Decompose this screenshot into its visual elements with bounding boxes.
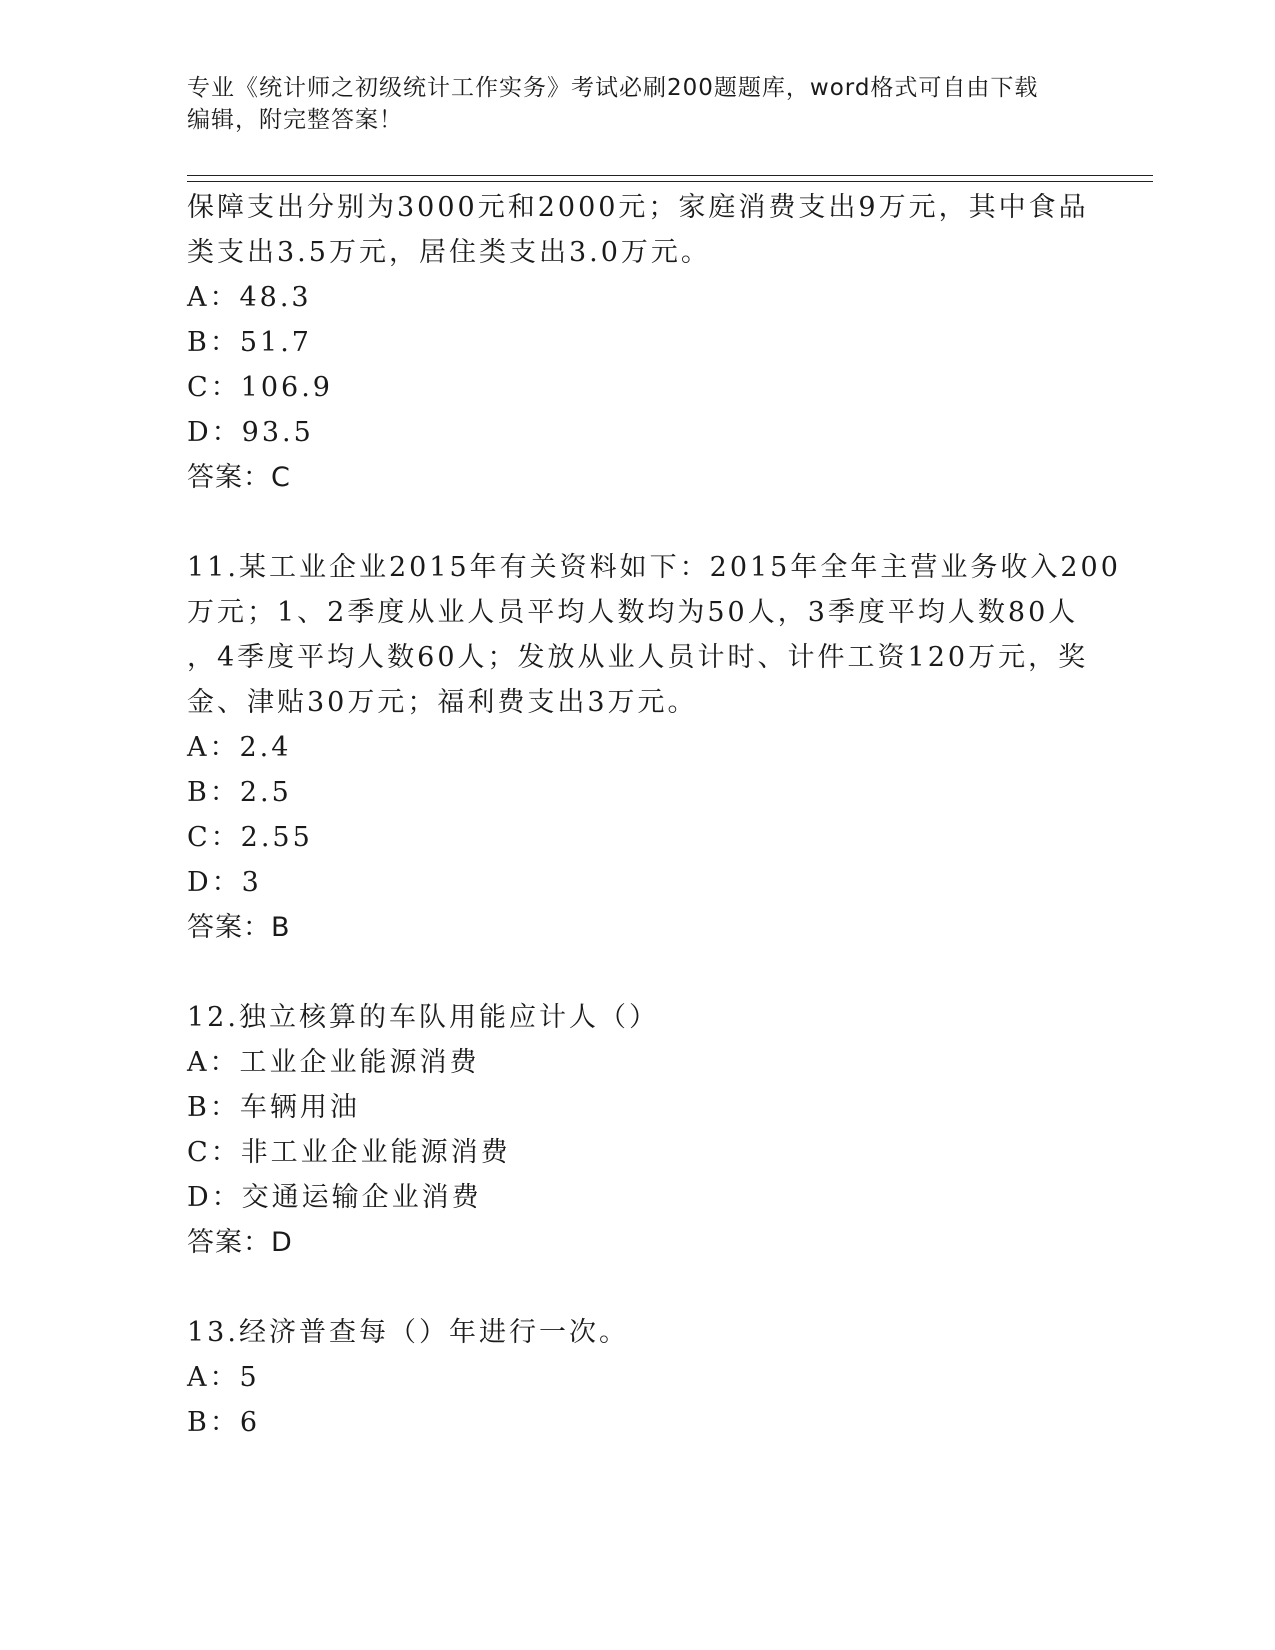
header-line-1: 专业《统计师之初级统计工作实务》考试必刷200题题库，word格式可自由下载 bbox=[187, 75, 1039, 101]
option-b: B：51.7 bbox=[187, 327, 312, 358]
option-d: D：93.5 bbox=[187, 417, 314, 448]
option-a: A：2.4 bbox=[187, 732, 292, 763]
header-line-2: 编辑，附完整答案！ bbox=[187, 107, 403, 133]
question-text-line: ，4季度平均人数60人；发放从业人员计时、计件工资120万元，奖 bbox=[187, 642, 1089, 673]
option-d: D：交通运输企业消费 bbox=[187, 1182, 482, 1213]
option-c: C：106.9 bbox=[187, 372, 333, 403]
question-text-line: 13.经济普查每（）年进行一次。 bbox=[187, 1317, 629, 1348]
answer: 答案：C bbox=[187, 462, 291, 493]
answer: 答案：D bbox=[187, 1227, 293, 1258]
option-d: D：3 bbox=[187, 867, 262, 898]
question-text-line: 11.某工业企业2015年有关资料如下：2015年全年主营业务收入200 bbox=[187, 552, 1121, 583]
option-a: A：工业企业能源消费 bbox=[187, 1047, 480, 1078]
header-divider-top bbox=[187, 175, 1153, 176]
option-a: A：48.3 bbox=[187, 282, 312, 313]
header-divider-bottom bbox=[187, 181, 1153, 182]
answer: 答案：B bbox=[187, 912, 291, 943]
option-b: B：车辆用油 bbox=[187, 1092, 360, 1123]
question-text-line: 12.独立核算的车队用能应计人（） bbox=[187, 1002, 659, 1033]
question-text-line: 万元；1、2季度从业人员平均人数均为50人，3季度平均人数80人 bbox=[187, 597, 1079, 628]
option-a: A：5 bbox=[187, 1362, 260, 1393]
question-text-line: 金、津贴30万元；福利费支出3万元。 bbox=[187, 687, 698, 718]
option-b: B：6 bbox=[187, 1407, 261, 1438]
document-header bbox=[187, 72, 1087, 136]
option-b: B：2.5 bbox=[187, 777, 292, 808]
option-c: C：2.55 bbox=[187, 822, 313, 853]
question-text-line: 保障支出分别为3000元和2000元；家庭消费支出9万元，其中食品 bbox=[187, 192, 1089, 223]
option-c: C：非工业企业能源消费 bbox=[187, 1137, 511, 1168]
question-text-line: 类支出3.5万元，居住类支出3.0万元。 bbox=[187, 237, 711, 268]
